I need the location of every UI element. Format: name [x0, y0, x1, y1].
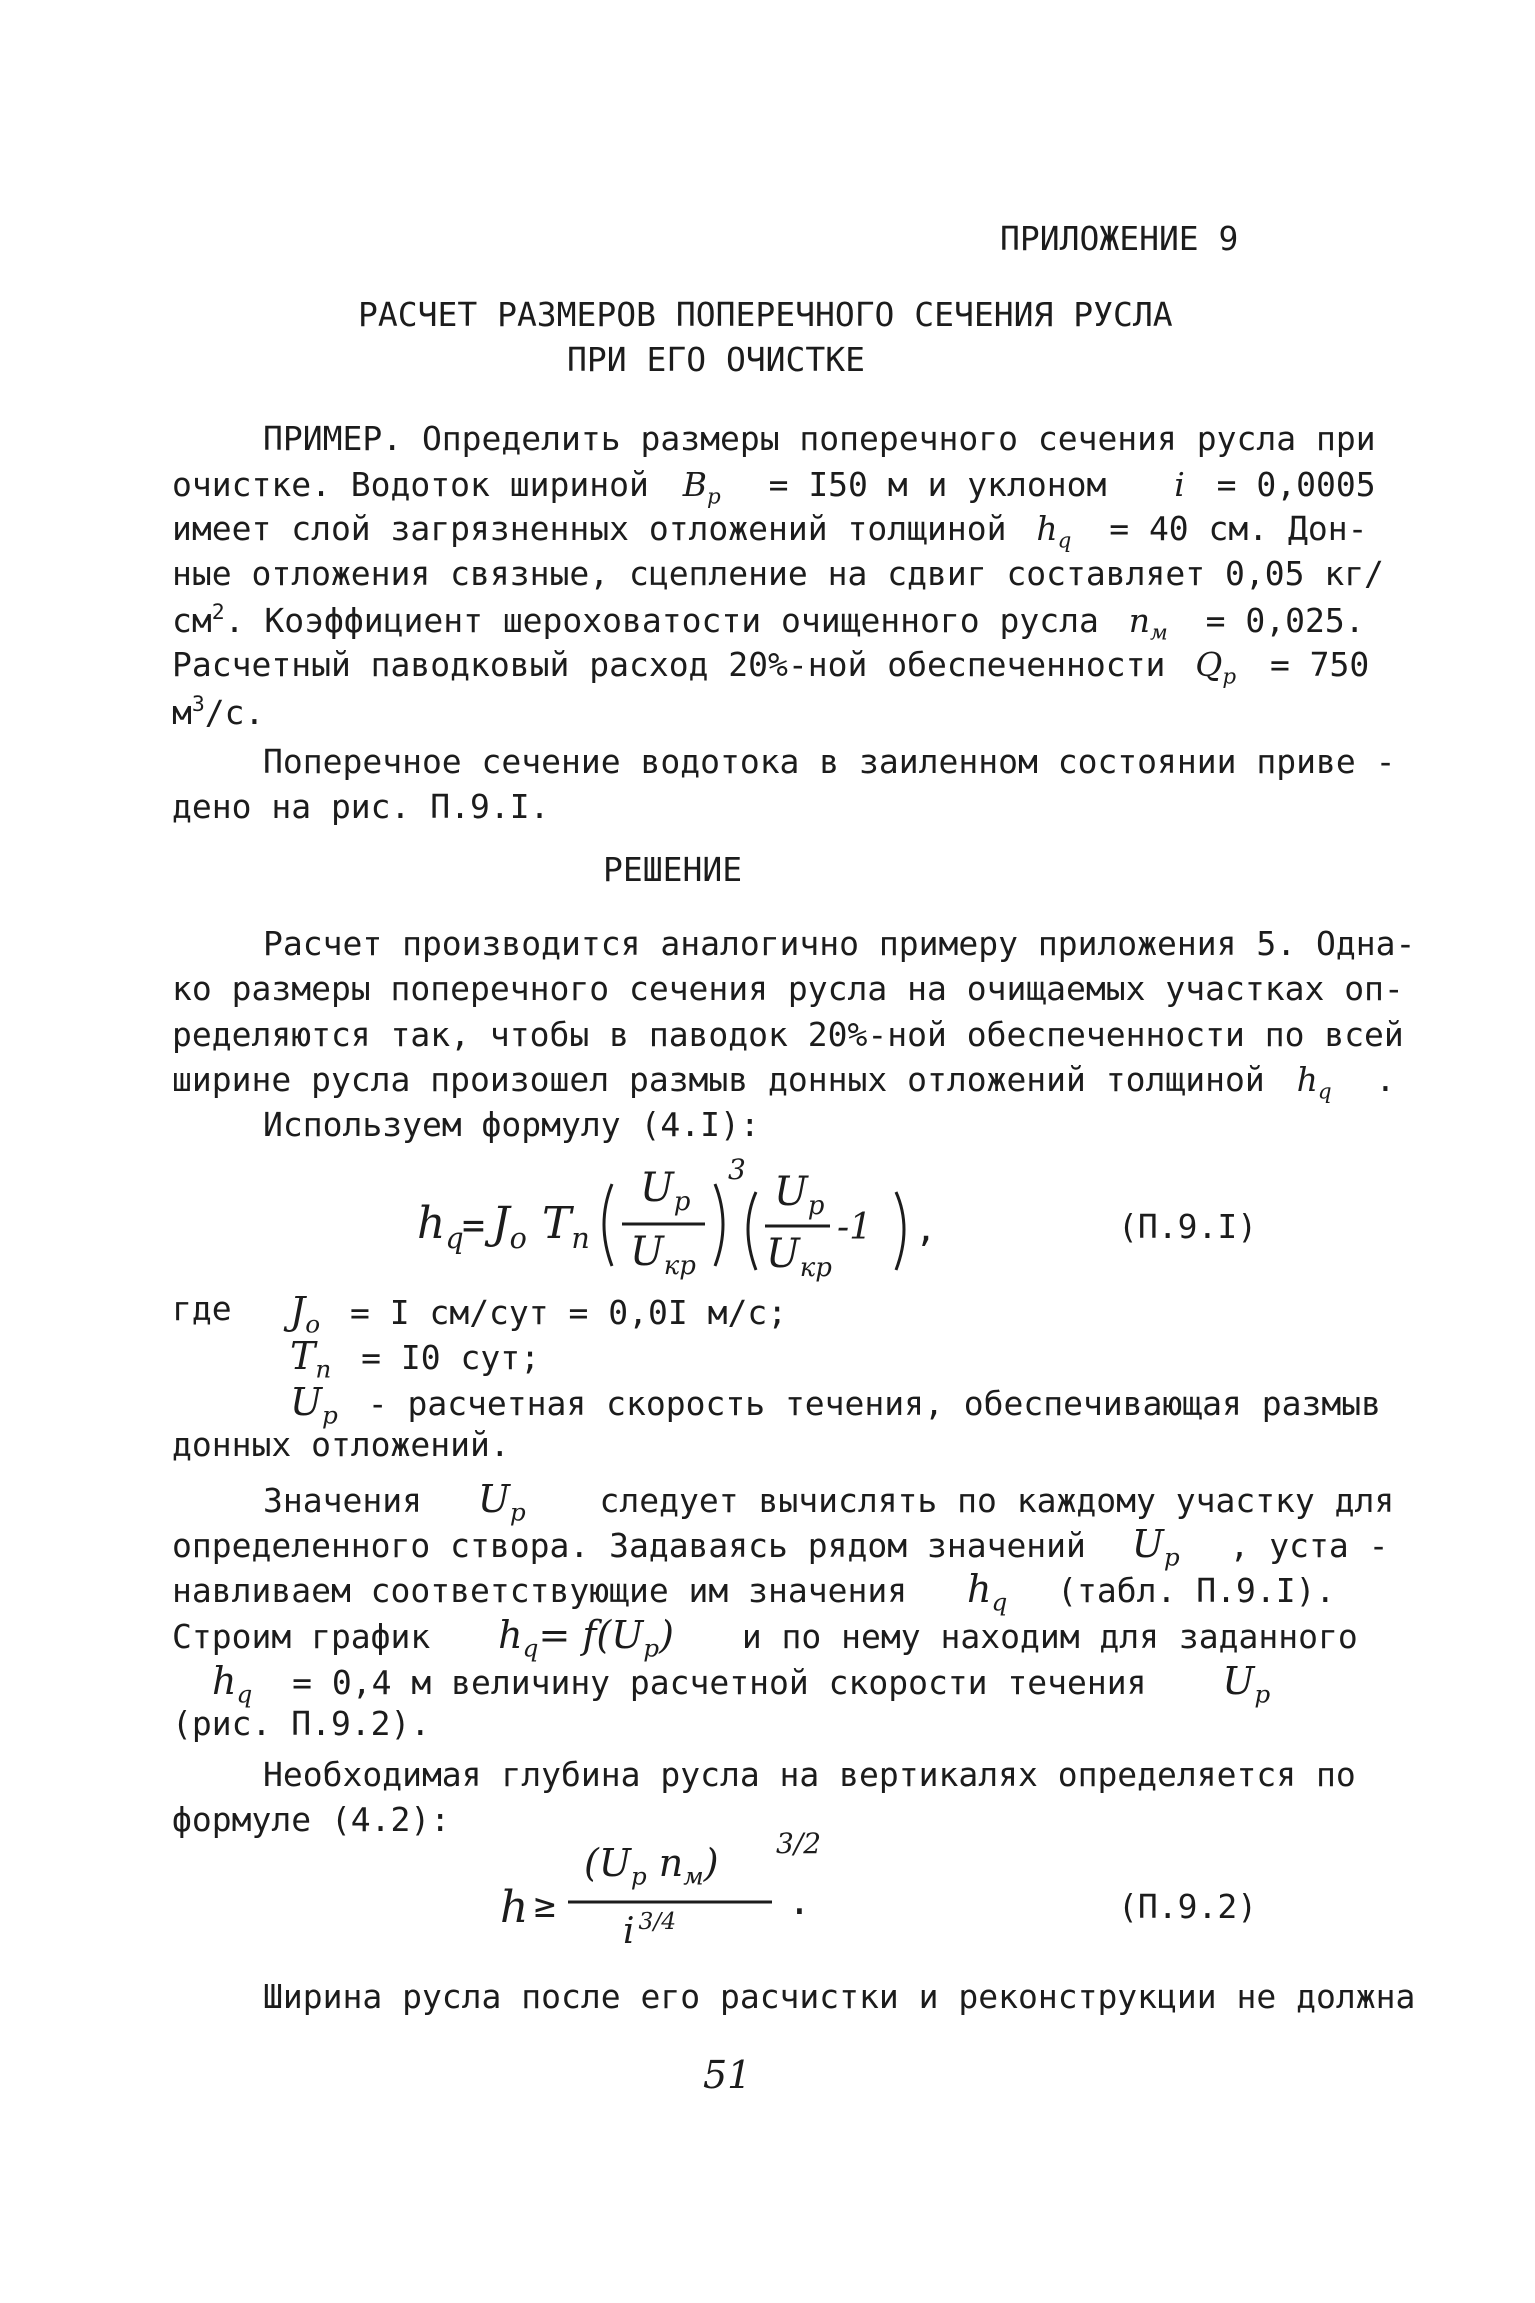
depth-line-1: Необходимая глубина русла на вертикалях определяется по	[263, 1755, 1356, 1794]
depth-line-2: формуле (4.2):	[172, 1800, 451, 1839]
values-line-2: определенного створа. Задаваясь рядом значений $U_p$ , уста -	[172, 1522, 1389, 1572]
definition-j0: $J_o = I$ см/сут = 0,0I м/с;	[290, 1289, 788, 1339]
definition-up-cont: донных отложений.	[172, 1425, 510, 1464]
values-line-3: навливаем соответствующие им значения $h_q$ (табл. П.9.I).	[172, 1567, 1336, 1617]
formula1-label: (П.9.I)	[1118, 1207, 1258, 1246]
solution-line-3: ределяются так, чтобы в паводок 20%-ной обеспеченности по всей	[172, 1015, 1404, 1054]
page-number: 51	[703, 2053, 752, 2097]
formula-p91: $h_q$ = $J_o$ $T_п$ $U_p$ $U_{кр}$ 3 $U_p$ $U_{кр}$ -1 , (П.9.I)	[400, 1150, 1300, 1280]
example-line-1: ПРИМЕР. Определить размеры поперечного сечения русла при	[263, 419, 1376, 458]
last-line: Ширина русла после его расчистки и реконструкции не должна	[263, 1977, 1416, 2016]
values-line-6: (рис. П.9.2).	[172, 1704, 431, 1743]
cross-section-line-1: Поперечное сечение водотока в заиленном состоянии приве -	[263, 742, 1396, 781]
symbol-b: $B_p$	[682, 465, 721, 510]
example-line-5: $см^2$. Коэффициент шероховатости очищенного русла $n_м = 0,025$.	[172, 600, 1365, 646]
title-line-1: РАСЧЕТ РАЗМЕРОВ ПОПЕРЕЧНОГО СЕЧЕНИЯ РУСЛА	[358, 295, 1173, 334]
example-line-4: ные отложения связные, сцепление на сдвиг составляет 0,05 кг/	[172, 554, 1384, 593]
example-line-3: имеет слой загрязненных отложений толщиной $h_q = 40$ см. Дон-	[172, 509, 1368, 554]
formula2-label: (П.9.2)	[1118, 1887, 1258, 1926]
values-line-5: $h_q = 0,4$ м величину расчетной скорости течения $U_p$	[212, 1659, 1271, 1709]
example-line-6: Расчетный паводковый расход 20%-ной обеспеченности $Q_p = 750$	[172, 645, 1370, 690]
title-line-2: ПРИ ЕГО ОЧИСТКЕ	[567, 340, 866, 379]
example-line-7: $м^3/с$.	[172, 692, 265, 732]
definition-tp: $T_п = I0$ сут;	[290, 1334, 540, 1384]
example-line-2: очистке. Водоток шириной $B_p = I50$ м и уклоном i = 0,0005	[172, 465, 1376, 510]
values-line-1: Значения $U_p$ следует вычислять по каждому участку для	[263, 1477, 1395, 1527]
where-word: где	[172, 1289, 232, 1328]
solution-heading: РЕШЕНИЕ	[603, 850, 743, 889]
solution-line-5: Используем формулу (4.I):	[263, 1105, 760, 1144]
formula-p92: h ≥ ($U_p$ $n_м$) 3/2 i $^{3/4}$ . (П.9.2)	[480, 1830, 1280, 1950]
formula1-lhs: $h_q$	[417, 1198, 464, 1255]
solution-line-1: Расчет производится аналогично примеру приложения 5. Одна-	[263, 924, 1416, 963]
definition-up: $U_p$ - расчетная скорость течения, обеспечивающая размыв	[290, 1380, 1381, 1430]
solution-line-4: ширине русла произошел размыв донных отложений толщиной $h_q$ .	[172, 1060, 1396, 1105]
solution-line-2: ко размеры поперечного сечения русла на очищаемых участках оп-	[172, 969, 1404, 1008]
formula2-fraction-bar	[480, 1830, 880, 1950]
appendix-label: ПРИЛОЖЕНИЕ 9	[1000, 219, 1239, 258]
values-line-4: Строим график $h_q= f(U_p)$ и по нему находим для заданного	[172, 1613, 1358, 1663]
cross-section-line-2: дено на рис. П.9.I.	[172, 787, 550, 826]
